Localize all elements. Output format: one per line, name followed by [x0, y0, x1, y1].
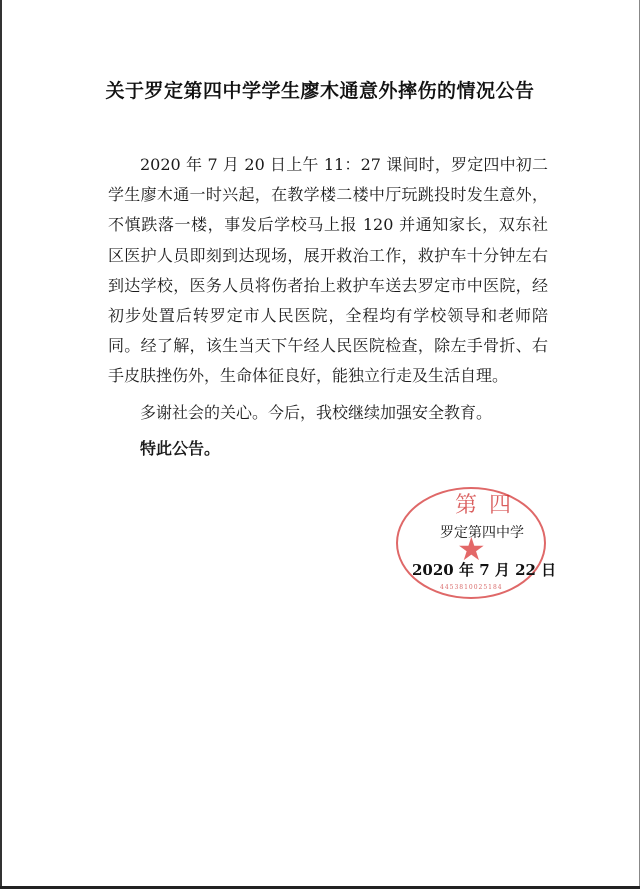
document-body — [108, 150, 548, 464]
seal-text: 第四 — [455, 493, 524, 518]
seal-star-icon: ★ — [457, 530, 486, 568]
paragraph-thanks: 多谢社会的关心。今后，我校继续加强安全教育。 — [140, 402, 493, 422]
paragraph-incident: 2020 年 7 月 20 日上午 11：27 课间时，罗定四中初二学生廖木通一时兴起，在教学楼二楼中厅玩跳投时发生意外，不慎跌落一楼，事发后学校马上报 120 并通知家长，双东社区医护人员即刻到达现场，展开救治工作，救护车十分钟左右到达学校，医务人员将伤者抬上救护车送去罗定市中医院，经初步处置后转罗定市人民医院，全程均有学校领导和老师陪同。经了解，该生当天下午经人民医院检查，除左手骨折、右手皮肤挫伤外，生命体征良好，能独立行走及生活自理。 — [108, 155, 548, 386]
document-title: 关于罗定第四中学学生廖木通意外摔伤的情况公告 — [105, 80, 535, 102]
signature-date: 2020 年 7 月 22 日 — [412, 561, 557, 579]
signature-school: 罗定第四中学 — [440, 525, 524, 541]
seal-code: 4453810025184 — [440, 584, 503, 591]
closing-statement: 特此公告。 — [140, 438, 221, 458]
page-edge-left — [0, 0, 2, 889]
